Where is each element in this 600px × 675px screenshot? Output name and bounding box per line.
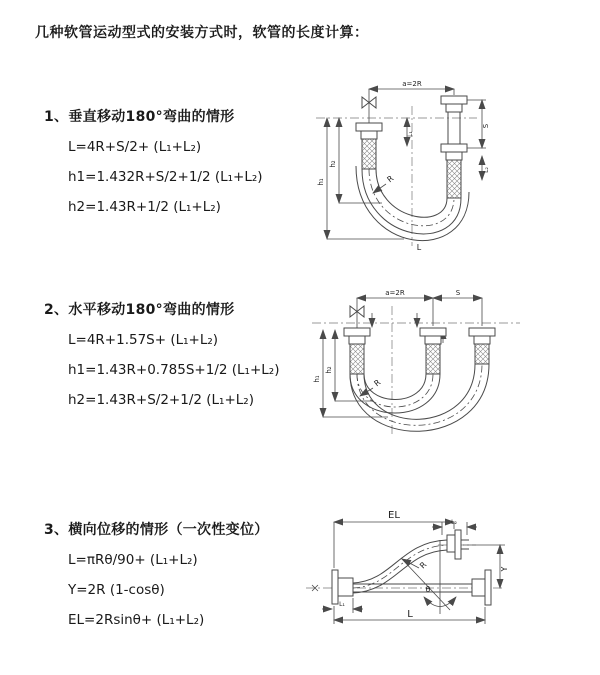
diagram-horizontal-180 — [308, 284, 600, 449]
dim-label-el: EL — [388, 510, 400, 521]
formula-el: EL=2Rsinθ+ (L₁+L₂) — [68, 612, 205, 628]
hose-s-curve — [353, 540, 447, 593]
formula-h1: h1=1.43R+0.785S+1/2 (L₁+L₂) — [68, 362, 280, 378]
dim-label-s: S — [455, 289, 461, 297]
dim-label-theta: θ — [425, 585, 431, 594]
straight-pipe-original — [353, 570, 491, 605]
left-flange — [332, 570, 353, 604]
dim-label-l2: L₂ — [483, 167, 490, 173]
dim-label-y: Y — [500, 566, 509, 572]
section-horizontal-180 — [44, 299, 324, 421]
formula-y: Y=2R (1-cosθ) — [68, 582, 165, 598]
right-riser — [441, 96, 467, 198]
dim-label-r: R — [372, 377, 383, 389]
l2-dimension — [482, 156, 490, 180]
formula-length: L=πRθ/90+ (L₁+L₂) — [68, 552, 198, 568]
upper-flange — [447, 530, 469, 559]
dim-label-s: S — [482, 123, 490, 129]
dim-label-a2r: a=2R — [385, 289, 405, 297]
section-heading: 2、水平移动180°弯曲的情形 — [44, 302, 235, 318]
right-riser — [469, 328, 495, 364]
section-vertical-180 — [44, 106, 324, 228]
dim-label-r: R — [385, 173, 396, 185]
el-dimension — [334, 510, 454, 568]
dim-label-h2: h₂ — [325, 366, 333, 374]
dim-label-h2: h₂ — [329, 160, 337, 168]
hose-curves-displaced — [350, 364, 489, 431]
left-riser — [344, 328, 370, 374]
formula-length: L=4R+1.57S+ (L₁+L₂) — [68, 332, 219, 348]
middle-riser — [420, 328, 446, 374]
dim-label-l1: L₁ — [407, 131, 414, 137]
dim-label-l1: L₁ — [339, 601, 345, 608]
l1-dimension — [322, 598, 363, 613]
dim-label-a2r: a=2R — [402, 80, 422, 88]
section-lateral-displacement — [44, 519, 324, 641]
diagram-lateral-displacement — [298, 502, 600, 644]
dim-label-length: L — [416, 243, 422, 252]
dim-label-l2: L₂ — [451, 519, 457, 526]
formula-h2: h2=1.43R+S/2+1/2 (L₁+L₂) — [68, 392, 254, 408]
section-heading: 3、横向位移的情形（一次性变位） — [44, 522, 269, 538]
diagram-vertical-180 — [312, 76, 598, 256]
left-riser — [356, 123, 382, 169]
formula-h2: h2=1.43R+1/2 (L₁+L₂) — [68, 199, 221, 215]
formula-length: L=4R+S/2+ (L₁+L₂) — [68, 139, 202, 155]
top-dimension — [369, 80, 454, 95]
top-dimension — [357, 289, 482, 326]
dim-label-h1: h₁ — [317, 178, 325, 186]
dim-label-r: R — [418, 560, 429, 571]
valve-icon — [350, 298, 364, 328]
l1-dimension — [407, 118, 414, 146]
dim-label-h1: h₁ — [313, 375, 321, 383]
section-heading: 1、垂直移动180°弯曲的情形 — [44, 109, 235, 125]
page-title: 几种软管运动型式的安装方式时，软管的长度计算： — [35, 25, 369, 41]
formula-h1: h1=1.432R+S/2+1/2 (L₁+L₂) — [68, 169, 263, 185]
s-dimension — [467, 100, 490, 148]
dim-label-length: L — [407, 609, 413, 620]
